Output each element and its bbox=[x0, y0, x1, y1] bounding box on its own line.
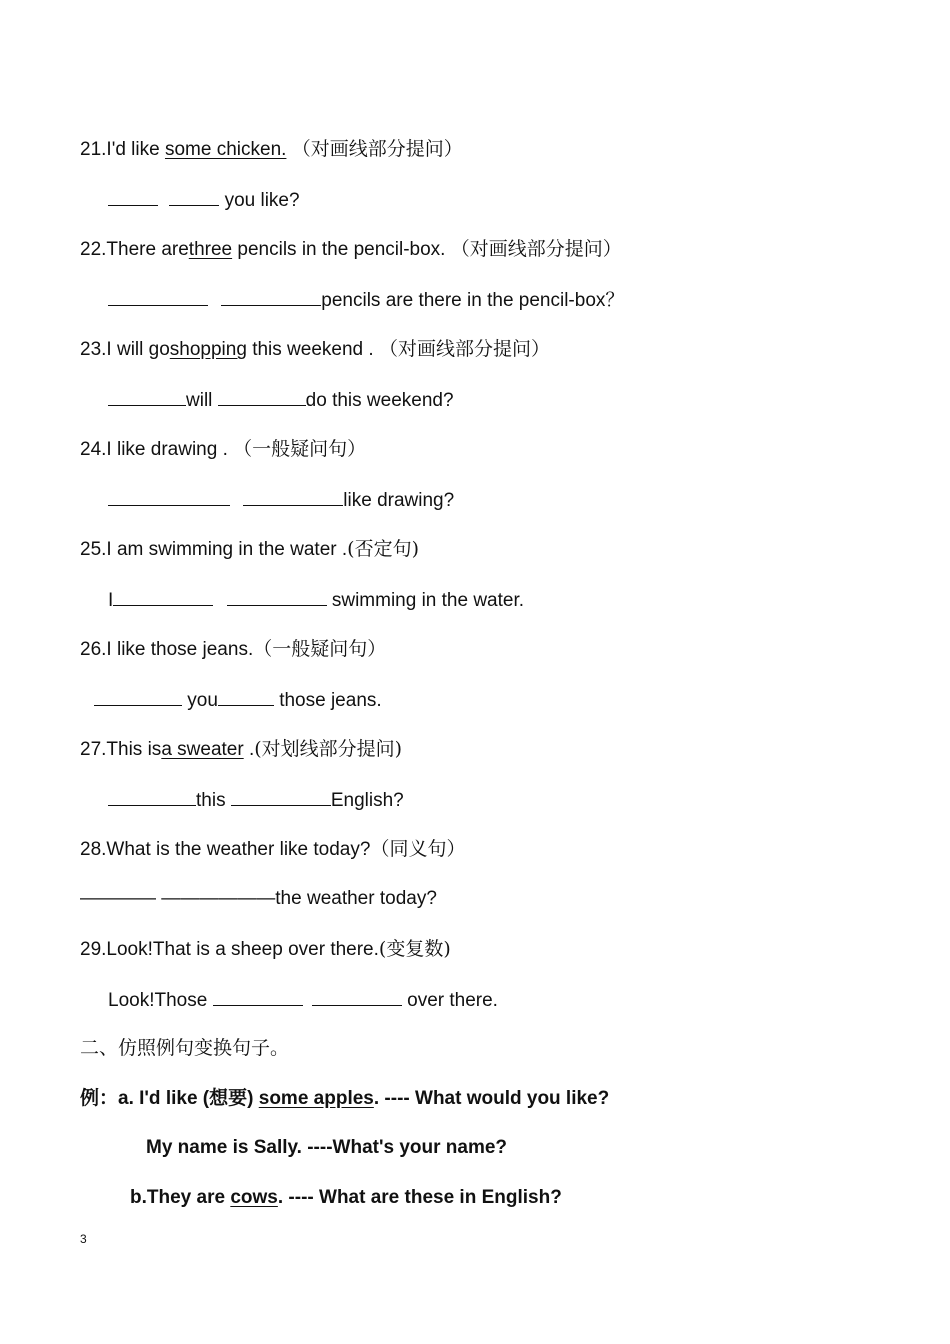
answer-27 bbox=[108, 787, 404, 813]
answer-blank[interactable] bbox=[108, 487, 230, 506]
question-23-rest: this weekend . bbox=[252, 339, 374, 360]
question-27 bbox=[80, 737, 402, 762]
answer-24-tail: like drawing? bbox=[343, 490, 455, 511]
question-24-text: 24.I like drawing . bbox=[80, 439, 228, 460]
question-22-rest: pencils in the pencil-box. bbox=[237, 239, 446, 260]
answer-21-tail: you like? bbox=[224, 190, 300, 211]
question-27-underlined: a sweater bbox=[161, 739, 244, 760]
example-label: 例： bbox=[80, 1087, 119, 1109]
answer-29 bbox=[108, 987, 498, 1013]
answer-blank[interactable] bbox=[213, 987, 303, 1006]
question-28-text: 28.What is the weather like today? bbox=[80, 839, 371, 860]
answer-blank[interactable] bbox=[312, 987, 402, 1006]
example-a-close: ) bbox=[247, 1088, 254, 1109]
answer-27-mid: this bbox=[196, 790, 226, 811]
question-25 bbox=[80, 537, 419, 562]
answer-blank[interactable] bbox=[243, 487, 343, 506]
answer-21 bbox=[108, 187, 300, 213]
question-22-underlined: three bbox=[188, 239, 233, 260]
answer-22-tail: pencils are there in the pencil-box？ bbox=[321, 290, 625, 311]
question-29-note: (变复数) bbox=[378, 938, 451, 960]
answer-26-tail: those jeans. bbox=[279, 690, 382, 711]
answer-blank[interactable] bbox=[108, 287, 208, 306]
answer-blank[interactable] bbox=[108, 787, 196, 806]
example-a2: My name is Sally. ----What's your name? bbox=[146, 1137, 508, 1158]
answer-blank[interactable] bbox=[108, 187, 158, 206]
answer-28 bbox=[80, 887, 437, 911]
example-a-prefix: a. I'd like ( bbox=[118, 1088, 210, 1109]
question-27-rest: . bbox=[248, 739, 255, 760]
answer-blank[interactable] bbox=[218, 387, 306, 406]
example-a-rest: . ---- What would you like? bbox=[373, 1088, 610, 1109]
answer-25 bbox=[108, 587, 524, 613]
question-28 bbox=[80, 837, 465, 862]
answer-23-mid: will bbox=[186, 390, 213, 411]
answer-blank[interactable] bbox=[218, 687, 274, 706]
answer-25-tail: swimming in the water. bbox=[331, 590, 525, 611]
answer-28-dashes-2[interactable]: —————— bbox=[161, 888, 276, 909]
example-b bbox=[130, 1186, 562, 1210]
page-number: 3 bbox=[80, 1232, 87, 1246]
question-21-underlined: some chicken. bbox=[164, 139, 287, 160]
answer-blank[interactable] bbox=[94, 687, 182, 706]
answer-29-tail: over there. bbox=[407, 990, 498, 1011]
question-26-note: （一般疑问句） bbox=[253, 638, 387, 660]
question-28-note: （同义句） bbox=[370, 838, 466, 860]
question-29 bbox=[80, 937, 451, 962]
question-23-underlined: shopping bbox=[169, 339, 247, 360]
question-26 bbox=[80, 637, 386, 662]
answer-28-dashes-1[interactable]: ———— bbox=[80, 888, 156, 909]
question-27-prefix: 27.This is bbox=[80, 739, 162, 760]
answer-blank[interactable] bbox=[221, 287, 321, 306]
answer-blank[interactable] bbox=[227, 587, 327, 606]
question-22 bbox=[80, 237, 622, 262]
example-b-rest: . ---- What are these in English? bbox=[277, 1187, 562, 1208]
answer-26-mid: you bbox=[187, 690, 218, 711]
example-a-cn: 想要 bbox=[209, 1087, 248, 1109]
answer-blank[interactable] bbox=[113, 587, 213, 606]
question-21 bbox=[80, 137, 463, 162]
question-21-prefix: 21.I'd like bbox=[80, 139, 160, 160]
example-b-prefix: b.They are bbox=[130, 1187, 226, 1208]
example-a-underlined: some apples bbox=[258, 1088, 374, 1109]
question-25-text: 25.I am swimming in the water . bbox=[80, 539, 348, 560]
answer-28-tail: the weather today? bbox=[275, 888, 437, 909]
example-b-underlined: cows bbox=[230, 1187, 278, 1208]
answer-23-tail: do this weekend? bbox=[305, 390, 454, 411]
question-25-note: (否定句) bbox=[347, 538, 419, 560]
question-22-note: （对画线部分提问） bbox=[450, 238, 622, 260]
question-23 bbox=[80, 337, 550, 362]
example-a bbox=[80, 1086, 609, 1111]
answer-22 bbox=[108, 287, 624, 313]
section-heading: 二、仿照例句变换句子。 bbox=[80, 1037, 290, 1059]
question-23-prefix: 23.I will go bbox=[80, 339, 170, 360]
answer-29-start: Look!Those bbox=[108, 990, 208, 1011]
question-24-note: （一般疑问句） bbox=[233, 438, 367, 460]
answer-blank[interactable] bbox=[169, 187, 219, 206]
question-27-note: (对划线部分提问) bbox=[254, 738, 403, 760]
question-26-text: 26.I like those jeans. bbox=[80, 639, 254, 660]
question-24 bbox=[80, 437, 366, 462]
answer-27-tail: English? bbox=[330, 790, 404, 811]
answer-blank[interactable] bbox=[108, 387, 186, 406]
answer-blank[interactable] bbox=[231, 787, 331, 806]
answer-23 bbox=[108, 387, 454, 413]
answer-24 bbox=[108, 487, 454, 513]
question-29-text: 29.Look!That is a sheep over there. bbox=[80, 939, 379, 960]
answer-26 bbox=[94, 687, 382, 713]
question-21-note: （对画线部分提问） bbox=[291, 138, 463, 160]
question-22-prefix: 22.There are bbox=[80, 239, 189, 260]
answer-25-start: I bbox=[108, 590, 114, 611]
question-23-note: （对画线部分提问） bbox=[378, 338, 550, 360]
